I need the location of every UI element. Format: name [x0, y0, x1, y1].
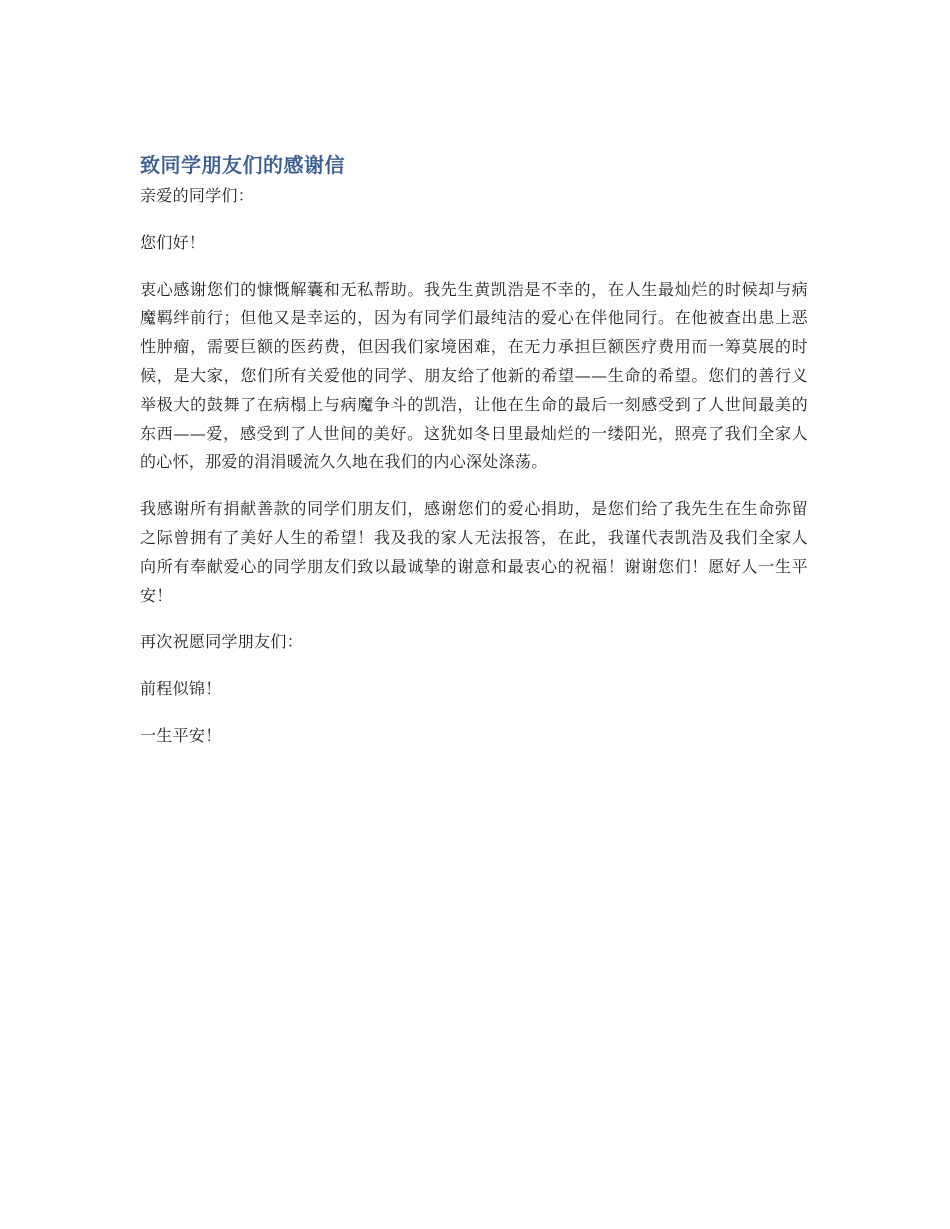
closing-line-1: 再次祝愿同学朋友们：	[140, 632, 304, 652]
greeting: 您们好！	[140, 232, 206, 252]
body-paragraph-1: 衷心感谢您们的慷慨解囊和无私帮助。我先生黄凯浩是不幸的，在人生最灿烂的时候却与病魔羁绊前行；但他又是幸运的，因为有同学们最纯洁的爱心在伴他同行。在他被查出患上恶性肿瘤，需要巨额的医药费，但因我们家境困难，在无力承担巨额医疗费用而一筹莫展的时候，是大家，您们所有关爱他的同学、朋友给了他新的希望——生命的希望。您们的善行义举极大的鼓舞了在病榻上与病魔争斗的凯浩，让他在生命的最后一刻感受到了人世间最美的东西——爱，感受到了人世间的美好。这犹如冬日里最灿烂的一缕阳光，照亮了我们全家人的心怀，那爱的涓涓暖流久久地在我们的内心深处涤荡。	[140, 279, 808, 472]
closing-line-2: 前程似锦！	[140, 679, 222, 699]
body-paragraph-2: 我感谢所有捐献善款的同学们朋友们，感谢您们的爱心捐助，是您们给了我先生在生命弥留之际曾拥有了美好人生的希望！我及我的家人无法报答，在此，我谨代表凯浩及我们全家人向所有奉献爱心的同学朋友们致以最诚挚的谢意和最衷心的祝福！谢谢您们！愿好人一生平安！	[140, 499, 808, 605]
letter-title: 致同学朋友们的感谢信	[140, 153, 345, 177]
salutation: 亲爱的同学们：	[140, 186, 255, 205]
letter-body	[140, 150, 808, 769]
closing-line-3: 一生平安！	[140, 725, 222, 745]
